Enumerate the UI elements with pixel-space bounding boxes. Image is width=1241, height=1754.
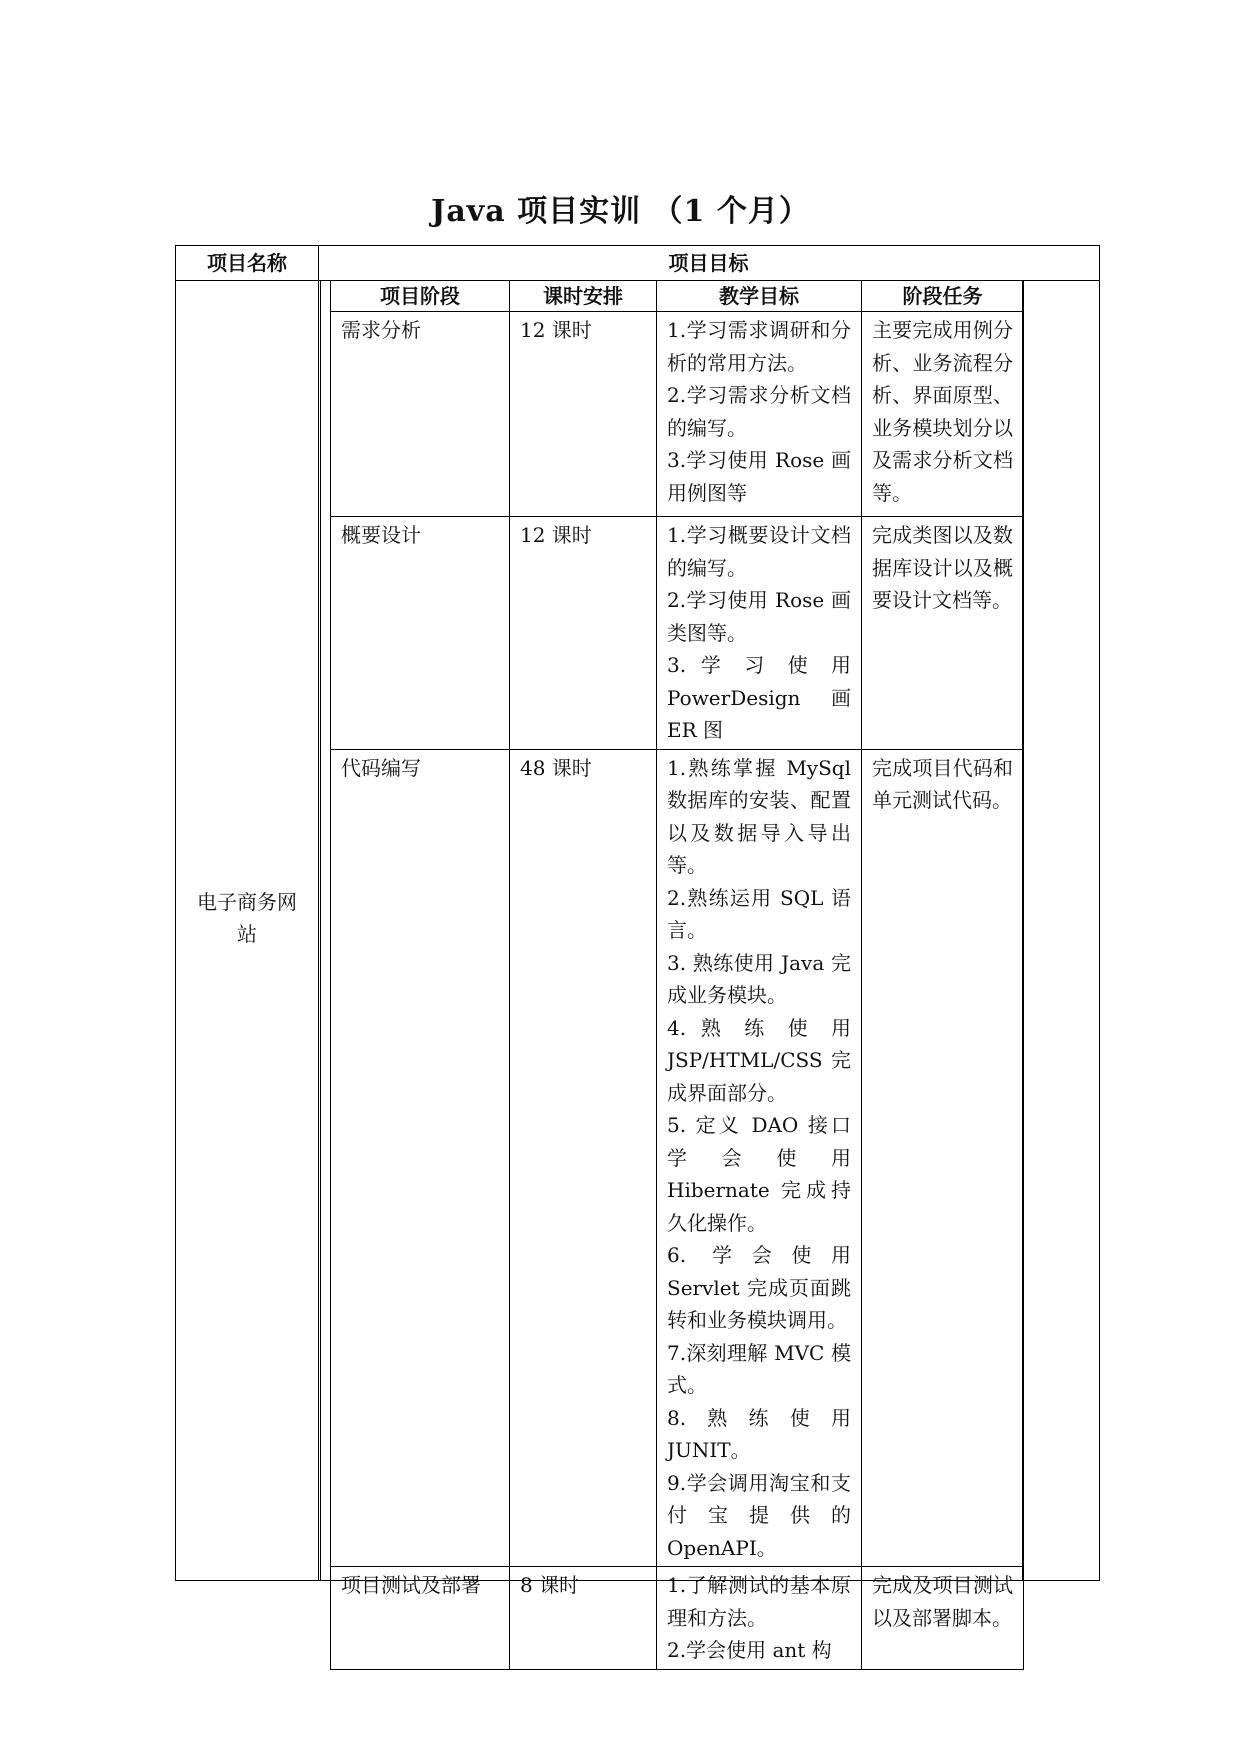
project-name-cell — [176, 886, 318, 950]
hours-cell: 48 课时 — [510, 749, 657, 1567]
header-project-name: 项目名称 — [207, 251, 287, 275]
goals-cell — [657, 1567, 862, 1670]
tasks-cell: 完成类图以及数据库设计以及概要设计文档等。 — [862, 517, 1024, 750]
table-row — [331, 517, 1024, 750]
goal-item: 1.学习需求调研和分析的常用方法。 — [667, 318, 851, 375]
goal-item: 6. 学会使用 Servlet 完成页面跳转和业务模块调用。 — [667, 1243, 851, 1332]
goal-item: 1.了解测试的基本原理和方法。 — [667, 1573, 851, 1630]
phase-cell: 项目测试及部署 — [331, 1567, 510, 1670]
document-title: Java 项目实训 （1 个月） — [431, 194, 810, 229]
table-row — [331, 1567, 1024, 1670]
phase-table — [330, 280, 1024, 1670]
goal-item: 2.学会使用 ant 构 — [667, 1638, 832, 1662]
table-row — [331, 749, 1024, 1567]
hours-cell: 12 课时 — [510, 517, 657, 750]
tasks-cell: 完成及项目测试以及部署脚本。 — [862, 1567, 1024, 1670]
hours-cell: 12 课时 — [510, 312, 657, 517]
goal-item: 9.学会调用淘宝和支付宝提供的 OpenAPI。 — [667, 1470, 851, 1560]
header-project-goal: 项目目标 — [668, 251, 749, 275]
goals-cell — [657, 749, 862, 1567]
phase-cell: 代码编写 — [331, 749, 510, 1567]
goal-item: 2.学习需求分析文档的编写。 — [667, 383, 851, 440]
goal-item: 3.学习使用 Rose 画用例图等 — [667, 448, 851, 505]
col-header-goals: 教学目标 — [657, 281, 862, 312]
hours-cell: 8 课时 — [510, 1567, 657, 1670]
column-divider — [318, 246, 319, 1580]
goal-item: 2.学习使用 Rose 画类图等。 — [667, 588, 851, 645]
project-name: 电子商务网站 — [197, 890, 297, 946]
goal-item: 3. 学 习 使 用 PowerDesign 画 ER 图 — [667, 653, 851, 742]
phase-table-header — [331, 281, 1024, 312]
goal-item: 7.深刻理解 MVC 模式。 — [667, 1340, 851, 1397]
goal-item: 2.熟练运用 SQL 语言。 — [667, 885, 851, 942]
inner-left-rule — [320, 280, 321, 1581]
goal-item: 8.熟练使用 JUNIT。 — [667, 1405, 851, 1462]
goals-cell — [657, 517, 862, 750]
phase-cell: 需求分析 — [331, 312, 510, 517]
goal-item: 5. 定义 DAO 接口学会使用 Hibernate 完成持久化操作。 — [667, 1113, 851, 1235]
goals-cell — [657, 312, 862, 517]
goal-item: 4. 熟 练 使 用 JSP/HTML/CSS 完成界面部分。 — [667, 1015, 851, 1105]
goal-item: 1.学习概要设计文档的编写。 — [667, 523, 851, 580]
goal-item: 3. 熟练使用 Java 完成业务模块。 — [667, 950, 851, 1007]
goal-item: 1.熟练掌握 MySql 数据库的安装、配置以及数据导入导出等。 — [667, 755, 851, 877]
col-header-phase: 项目阶段 — [331, 281, 510, 312]
tasks-cell: 主要完成用例分析、业务流程分析、界面原型、业务模块划分以及需求分析文档等。 — [862, 312, 1024, 517]
table-row — [331, 312, 1024, 517]
col-header-hours: 课时安排 — [510, 281, 657, 312]
phase-cell: 概要设计 — [331, 517, 510, 750]
col-header-tasks: 阶段任务 — [862, 281, 1024, 312]
tasks-cell: 完成项目代码和单元测试代码。 — [862, 749, 1024, 1567]
